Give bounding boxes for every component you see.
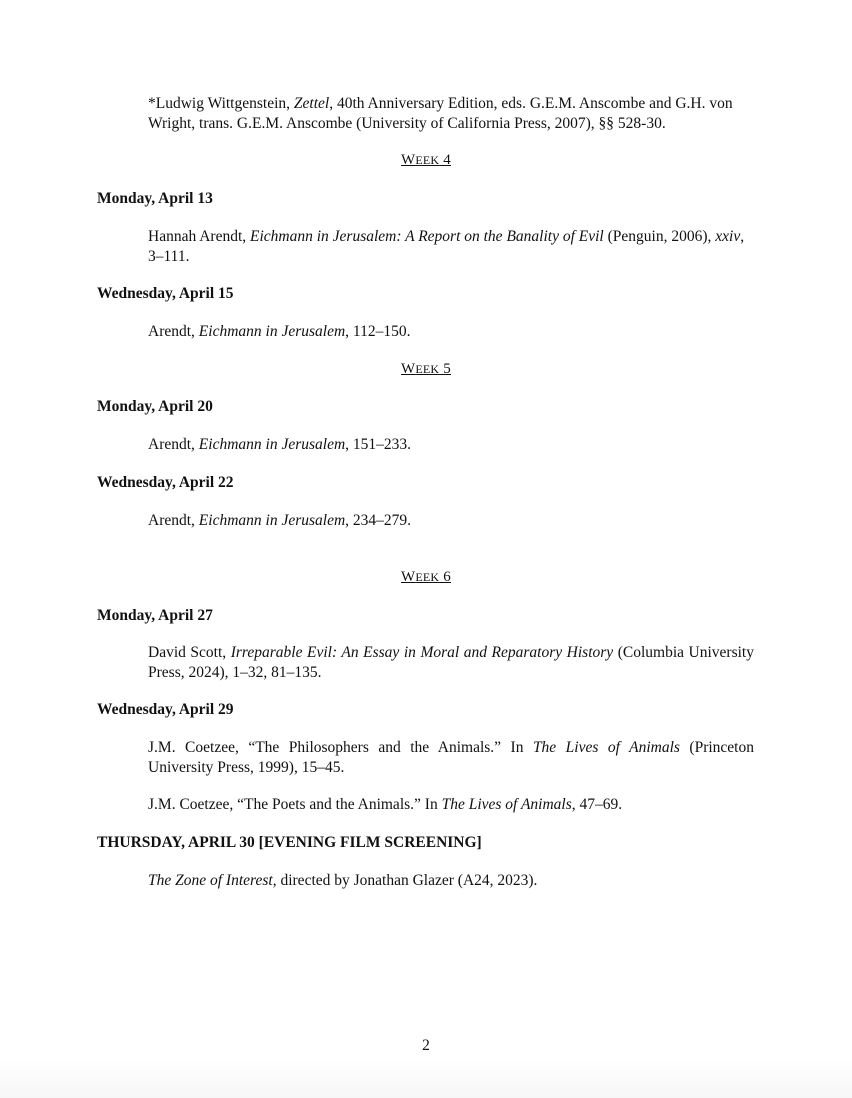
reading-title: Zettel (293, 95, 330, 112)
reading-pages: , 112–150. (345, 323, 411, 340)
reading-pages: , 3–111. (148, 228, 745, 265)
reading-apr27 (148, 643, 754, 682)
reading-wittgenstein-zettel (148, 94, 754, 133)
reading-details: , directed by Jonathan Glazer (A24, 2023). (272, 872, 538, 889)
day-heading-apr20: Monday, April 20 (97, 398, 213, 415)
week-smallcaps: EEK (415, 362, 440, 376)
reading-title: The Lives of Animals (441, 796, 572, 813)
reading-apr13 (148, 227, 754, 266)
reading-author: J.M. Coetzee, “The Poets and the Animals.” In (148, 796, 442, 813)
reading-roman-pages: xxiv (715, 228, 741, 245)
week-6-heading (0, 568, 852, 587)
reading-title: Eichmann in Jerusalem (198, 436, 346, 453)
reading-pages: , 151–233. (345, 436, 412, 453)
reading-apr30-film (148, 871, 754, 891)
reading-pages: , 47–69. (571, 796, 623, 813)
week-smallcaps: EEK (415, 153, 440, 167)
day-heading-apr27: Monday, April 27 (97, 607, 213, 624)
reading-author: David Scott, (148, 644, 231, 661)
day-heading-apr29: Wednesday, April 29 (97, 701, 234, 718)
reading-details: , 40th Anniversary Edition, eds. G.E.M. Anscombe and G.H. von Wright, trans. G.E.M. Anscombe (University of California Press, 2007), §§ 528-30. (148, 95, 733, 132)
week-number: 4 (439, 152, 451, 168)
reading-title: The Lives of Animals (532, 739, 680, 756)
reading-author: Arendt, (148, 512, 199, 529)
reading-title: Eichmann in Jerusalem (198, 323, 346, 340)
reading-title: Eichmann in Jerusalem (198, 512, 346, 529)
reading-apr29-poets (148, 795, 754, 815)
reading-title: Irreparable Evil: An Essay in Moral and Reparatory History (230, 644, 614, 661)
reading-author: Arendt, (148, 436, 199, 453)
reading-pages: , 234–279. (345, 512, 412, 529)
reading-apr29-philosophers (148, 738, 754, 777)
day-heading-apr15: Wednesday, April 15 (97, 285, 234, 302)
week-initial: W (401, 361, 416, 377)
reading-apr20 (148, 435, 754, 455)
week-number: 5 (439, 361, 451, 377)
week-number: 6 (439, 569, 451, 585)
day-heading-apr13: Monday, April 13 (97, 190, 213, 207)
week-5-heading (0, 360, 852, 379)
page-footer-shade (0, 1058, 852, 1098)
reading-apr22 (148, 511, 754, 531)
reading-title: Eichmann in Jerusalem: A Report on the Banality of Evil (250, 228, 604, 245)
week-smallcaps: EEK (415, 570, 440, 584)
page-number: 2 (422, 1037, 430, 1054)
day-heading-apr30: THURSDAY, APRIL 30 [EVENING FILM SCREENING] (97, 834, 482, 851)
reading-author: Arendt, (148, 323, 199, 340)
week-4-heading (0, 151, 852, 170)
reading-author: *Ludwig Wittgenstein, (148, 95, 294, 112)
reading-details: (Princeton University Press, 1999), 15–45. (148, 739, 754, 776)
reading-title: The Zone of Interest (148, 872, 273, 889)
reading-apr15 (148, 322, 754, 342)
reading-details: (Columbia University Press, 2024), 1–32, 81–135. (148, 644, 754, 681)
day-heading-apr22: Wednesday, April 22 (97, 474, 234, 491)
week-initial: W (401, 152, 416, 168)
week-initial: W (401, 569, 416, 585)
reading-author: Hannah Arendt, (148, 228, 251, 245)
reading-author: J.M. Coetzee, “The Philosophers and the Animals.” In (148, 739, 533, 756)
reading-details: (Penguin, 2006), (603, 228, 716, 245)
